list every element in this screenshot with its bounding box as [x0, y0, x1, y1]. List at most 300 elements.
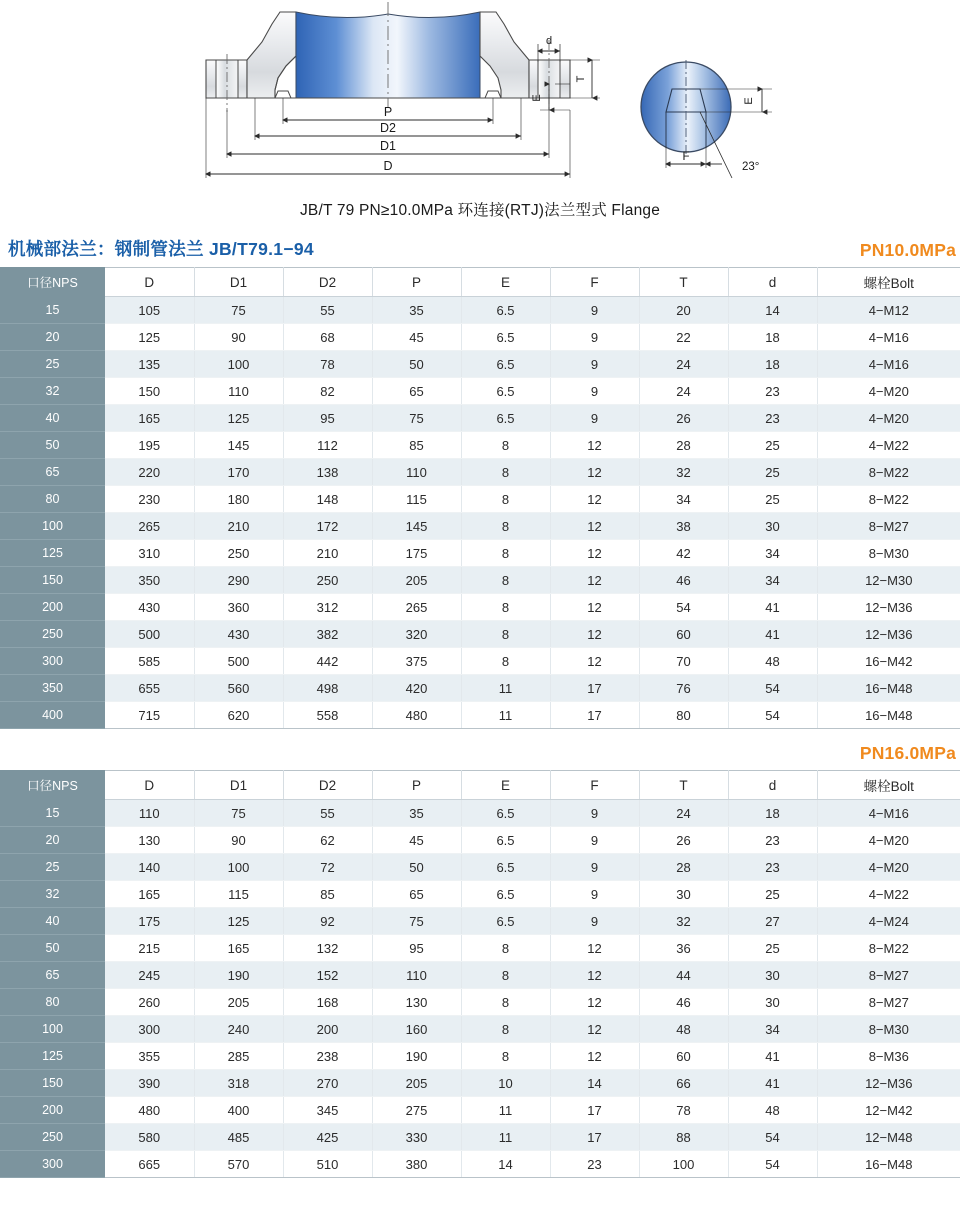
cell-D1: 100 [194, 351, 283, 378]
cell-T: 42 [639, 540, 728, 567]
cell-E: 6.5 [461, 881, 550, 908]
cell-P: 375 [372, 648, 461, 675]
svg-text:D1: D1 [380, 139, 396, 153]
cell-D2: 210 [283, 540, 372, 567]
cell-T: 66 [639, 1070, 728, 1097]
cell-d: 41 [728, 1070, 817, 1097]
cell-D2: 345 [283, 1097, 372, 1124]
cell-E: 8 [461, 459, 550, 486]
cell-E: 11 [461, 675, 550, 702]
cell-nps: 250 [0, 1124, 105, 1151]
cell-nps: 80 [0, 989, 105, 1016]
cell-D1: 125 [194, 908, 283, 935]
cell-T: 38 [639, 513, 728, 540]
cell-T: 32 [639, 459, 728, 486]
svg-text:D2: D2 [380, 121, 396, 135]
cell-T: 76 [639, 675, 728, 702]
cell-D1: 430 [194, 621, 283, 648]
cell-D1: 145 [194, 432, 283, 459]
table-row [0, 351, 960, 378]
cell-D: 480 [105, 1097, 194, 1124]
cell-D: 140 [105, 854, 194, 881]
cell-P: 320 [372, 621, 461, 648]
cell-D: 355 [105, 1043, 194, 1070]
cell-P: 130 [372, 989, 461, 1016]
cell-螺栓Bolt: 4−M20 [817, 405, 960, 432]
cell-P: 45 [372, 324, 461, 351]
cell-E: 6.5 [461, 351, 550, 378]
cell-D: 110 [105, 800, 194, 827]
cell-D1: 285 [194, 1043, 283, 1070]
col-header-d: D [105, 771, 194, 800]
cell-F: 17 [550, 702, 639, 729]
cell-D1: 90 [194, 827, 283, 854]
cell-螺栓Bolt: 8−M22 [817, 459, 960, 486]
cell-D2: 85 [283, 881, 372, 908]
cell-D2: 270 [283, 1070, 372, 1097]
cell-P: 110 [372, 962, 461, 989]
cell-F: 23 [550, 1151, 639, 1178]
table-row [0, 962, 960, 989]
cell-P: 480 [372, 702, 461, 729]
cell-d: 54 [728, 1124, 817, 1151]
cell-nps: 300 [0, 648, 105, 675]
cell-D: 260 [105, 989, 194, 1016]
cell-D: 580 [105, 1124, 194, 1151]
cell-螺栓Bolt: 8−M27 [817, 513, 960, 540]
cell-螺栓Bolt: 4−M20 [817, 854, 960, 881]
cell-D: 265 [105, 513, 194, 540]
drawing-caption: JB/T 79 PN≥10.0MPa 环连接(RTJ)法兰型式 Flange [299, 202, 661, 219]
cell-D: 655 [105, 675, 194, 702]
cell-D1: 75 [194, 800, 283, 827]
cell-nps: 125 [0, 540, 105, 567]
cell-螺栓Bolt: 4−M16 [817, 324, 960, 351]
cell-T: 30 [639, 881, 728, 908]
cell-F: 9 [550, 378, 639, 405]
cell-T: 34 [639, 486, 728, 513]
cell-nps: 350 [0, 675, 105, 702]
cell-nps: 125 [0, 1043, 105, 1070]
cell-nps: 250 [0, 621, 105, 648]
cell-F: 12 [550, 989, 639, 1016]
cell-nps: 80 [0, 486, 105, 513]
cell-D1: 170 [194, 459, 283, 486]
cell-d: 34 [728, 1016, 817, 1043]
cell-E: 11 [461, 1097, 550, 1124]
cell-D2: 95 [283, 405, 372, 432]
spec-table-pn10 [0, 267, 960, 729]
cell-E: 11 [461, 1124, 550, 1151]
cell-T: 26 [639, 827, 728, 854]
col-header-e: E [461, 268, 550, 297]
cell-nps: 40 [0, 908, 105, 935]
cell-D: 715 [105, 702, 194, 729]
cell-E: 8 [461, 567, 550, 594]
cell-T: 100 [639, 1151, 728, 1178]
cell-D2: 72 [283, 854, 372, 881]
cell-F: 17 [550, 1097, 639, 1124]
cell-F: 9 [550, 800, 639, 827]
cell-E: 8 [461, 1016, 550, 1043]
cell-D1: 620 [194, 702, 283, 729]
cell-螺栓Bolt: 12−M36 [817, 1070, 960, 1097]
cell-d: 25 [728, 935, 817, 962]
section-header [0, 220, 960, 267]
cell-P: 110 [372, 459, 461, 486]
cell-D2: 498 [283, 675, 372, 702]
cell-D: 500 [105, 621, 194, 648]
cell-P: 85 [372, 432, 461, 459]
cell-P: 75 [372, 405, 461, 432]
table-row [0, 854, 960, 881]
cell-D1: 485 [194, 1124, 283, 1151]
cell-F: 9 [550, 827, 639, 854]
cell-E: 6.5 [461, 800, 550, 827]
cell-F: 9 [550, 854, 639, 881]
cell-F: 17 [550, 1124, 639, 1151]
page-title: 机械部法兰：钢制管法兰 JB/T79.1−94 [8, 239, 314, 259]
cell-T: 24 [639, 351, 728, 378]
cell-D1: 90 [194, 324, 283, 351]
cell-E: 8 [461, 594, 550, 621]
table-row [0, 405, 960, 432]
cell-D1: 205 [194, 989, 283, 1016]
cell-螺栓Bolt: 16−M48 [817, 702, 960, 729]
cell-螺栓Bolt: 4−M24 [817, 908, 960, 935]
cell-P: 205 [372, 567, 461, 594]
table-row [0, 297, 960, 324]
table-body-pn16 [0, 800, 960, 1178]
cell-E: 6.5 [461, 378, 550, 405]
cell-nps: 32 [0, 378, 105, 405]
cell-E: 6.5 [461, 297, 550, 324]
table-row [0, 827, 960, 854]
cell-D1: 115 [194, 881, 283, 908]
cell-D2: 312 [283, 594, 372, 621]
cell-P: 160 [372, 1016, 461, 1043]
cell-F: 14 [550, 1070, 639, 1097]
svg-text:D: D [383, 159, 393, 173]
cell-nps: 32 [0, 881, 105, 908]
table-row [0, 513, 960, 540]
col-header-nps: 口径NPS [0, 268, 105, 297]
cell-D1: 75 [194, 297, 283, 324]
table-head-pn10 [0, 268, 960, 297]
cell-d: 18 [728, 324, 817, 351]
table-row [0, 1016, 960, 1043]
cell-nps: 20 [0, 324, 105, 351]
cell-nps: 25 [0, 854, 105, 881]
col-header-f: F [550, 771, 639, 800]
cell-nps: 200 [0, 1097, 105, 1124]
cell-D1: 125 [194, 405, 283, 432]
cell-F: 12 [550, 621, 639, 648]
cell-E: 8 [461, 935, 550, 962]
flange-drawing [0, 0, 960, 196]
cell-螺栓Bolt: 8−M30 [817, 540, 960, 567]
cell-D: 300 [105, 1016, 194, 1043]
cell-D2: 238 [283, 1043, 372, 1070]
cell-d: 48 [728, 1097, 817, 1124]
table-row [0, 459, 960, 486]
cell-nps: 25 [0, 351, 105, 378]
cell-D2: 138 [283, 459, 372, 486]
cell-d: 25 [728, 459, 817, 486]
cell-D: 665 [105, 1151, 194, 1178]
cell-T: 20 [639, 297, 728, 324]
cell-E: 8 [461, 1043, 550, 1070]
cell-D1: 290 [194, 567, 283, 594]
cell-d: 30 [728, 513, 817, 540]
header-row [0, 268, 960, 297]
cell-D: 130 [105, 827, 194, 854]
cell-D2: 148 [283, 486, 372, 513]
cell-D1: 180 [194, 486, 283, 513]
cell-T: 54 [639, 594, 728, 621]
cell-E: 8 [461, 989, 550, 1016]
cell-d: 41 [728, 621, 817, 648]
cell-D1: 570 [194, 1151, 283, 1178]
svg-text:E: E [743, 97, 755, 105]
dimension-T [570, 60, 600, 98]
cell-螺栓Bolt: 8−M27 [817, 989, 960, 1016]
cell-T: 28 [639, 854, 728, 881]
svg-text:F: F [682, 151, 690, 163]
cell-D: 350 [105, 567, 194, 594]
section-header-pn16 [0, 729, 960, 770]
col-header-p: P [372, 771, 461, 800]
cell-D1: 560 [194, 675, 283, 702]
cell-d: 18 [728, 800, 817, 827]
cell-D2: 558 [283, 702, 372, 729]
cell-T: 60 [639, 621, 728, 648]
cell-D: 125 [105, 324, 194, 351]
cell-T: 24 [639, 800, 728, 827]
cell-F: 9 [550, 881, 639, 908]
pressure-rating-pn10: PN10.0MPa [859, 240, 956, 260]
col-header-d2: D2 [283, 771, 372, 800]
cell-螺栓Bolt: 8−M22 [817, 486, 960, 513]
cell-d: 30 [728, 962, 817, 989]
cell-d: 25 [728, 486, 817, 513]
col-header-bolt: 螺栓Bolt [817, 268, 960, 297]
table-row [0, 881, 960, 908]
cell-P: 50 [372, 351, 461, 378]
cell-D: 390 [105, 1070, 194, 1097]
cell-d: 41 [728, 1043, 817, 1070]
cell-P: 205 [372, 1070, 461, 1097]
table-row [0, 1124, 960, 1151]
cell-D: 230 [105, 486, 194, 513]
col-header-t: T [639, 268, 728, 297]
cell-F: 12 [550, 962, 639, 989]
cell-P: 265 [372, 594, 461, 621]
cell-E: 8 [461, 540, 550, 567]
cell-T: 26 [639, 405, 728, 432]
cell-D1: 110 [194, 378, 283, 405]
cell-E: 6.5 [461, 827, 550, 854]
col-header-bolt: 螺栓Bolt [817, 771, 960, 800]
col-header-d2: D2 [283, 268, 372, 297]
col-header-small-d: d [728, 771, 817, 800]
cell-螺栓Bolt: 8−M27 [817, 962, 960, 989]
cell-F: 12 [550, 594, 639, 621]
cell-P: 420 [372, 675, 461, 702]
cell-T: 44 [639, 962, 728, 989]
cell-P: 275 [372, 1097, 461, 1124]
cell-E: 6.5 [461, 324, 550, 351]
cell-T: 22 [639, 324, 728, 351]
cell-d: 54 [728, 1151, 817, 1178]
table-row [0, 675, 960, 702]
cell-D2: 442 [283, 648, 372, 675]
cell-F: 12 [550, 1043, 639, 1070]
cell-螺栓Bolt: 12−M30 [817, 567, 960, 594]
cell-T: 36 [639, 935, 728, 962]
table-row [0, 540, 960, 567]
cell-D1: 318 [194, 1070, 283, 1097]
cell-T: 78 [639, 1097, 728, 1124]
cell-D2: 92 [283, 908, 372, 935]
table-row [0, 648, 960, 675]
cell-螺栓Bolt: 4−M22 [817, 432, 960, 459]
cell-D1: 400 [194, 1097, 283, 1124]
cell-螺栓Bolt: 8−M22 [817, 935, 960, 962]
cell-d: 23 [728, 405, 817, 432]
cell-E: 8 [461, 648, 550, 675]
svg-text:T: T [575, 75, 587, 83]
cell-D1: 100 [194, 854, 283, 881]
spec-table-pn16 [0, 770, 960, 1178]
cell-P: 65 [372, 881, 461, 908]
cell-d: 25 [728, 881, 817, 908]
cell-nps: 100 [0, 1016, 105, 1043]
cell-nps: 15 [0, 297, 105, 324]
cell-P: 45 [372, 827, 461, 854]
cell-D2: 78 [283, 351, 372, 378]
cell-螺栓Bolt: 12−M36 [817, 621, 960, 648]
cell-T: 48 [639, 1016, 728, 1043]
cell-F: 12 [550, 486, 639, 513]
cell-螺栓Bolt: 4−M22 [817, 881, 960, 908]
cell-D1: 250 [194, 540, 283, 567]
cell-F: 12 [550, 459, 639, 486]
cell-E: 10 [461, 1070, 550, 1097]
cell-D2: 510 [283, 1151, 372, 1178]
cell-d: 30 [728, 989, 817, 1016]
cell-D1: 190 [194, 962, 283, 989]
col-header-nps: 口径NPS [0, 771, 105, 800]
cell-nps: 300 [0, 1151, 105, 1178]
cell-F: 9 [550, 908, 639, 935]
cell-D: 165 [105, 881, 194, 908]
table-row [0, 621, 960, 648]
table-row [0, 1097, 960, 1124]
cell-螺栓Bolt: 12−M42 [817, 1097, 960, 1124]
table-row [0, 378, 960, 405]
cell-d: 34 [728, 540, 817, 567]
pressure-rating-pn16: PN16.0MPa [859, 743, 956, 763]
table-row [0, 702, 960, 729]
cell-d: 34 [728, 567, 817, 594]
cell-nps: 15 [0, 800, 105, 827]
cell-D: 175 [105, 908, 194, 935]
cell-螺栓Bolt: 12−M48 [817, 1124, 960, 1151]
cell-nps: 100 [0, 513, 105, 540]
cell-D2: 112 [283, 432, 372, 459]
col-header-p: P [372, 268, 461, 297]
cell-D1: 500 [194, 648, 283, 675]
cell-nps: 50 [0, 432, 105, 459]
cell-螺栓Bolt: 4−M20 [817, 378, 960, 405]
svg-text:d: d [545, 35, 553, 47]
flange-drawing-svg [0, 0, 960, 196]
cell-D2: 62 [283, 827, 372, 854]
cell-D2: 168 [283, 989, 372, 1016]
cell-T: 28 [639, 432, 728, 459]
cell-d: 23 [728, 827, 817, 854]
svg-text:E: E [531, 94, 543, 102]
table-body-pn10 [0, 297, 960, 729]
cell-E: 8 [461, 513, 550, 540]
cell-P: 330 [372, 1124, 461, 1151]
cell-螺栓Bolt: 16−M48 [817, 1151, 960, 1178]
cell-E: 8 [461, 486, 550, 513]
cell-F: 17 [550, 675, 639, 702]
cell-D2: 200 [283, 1016, 372, 1043]
svg-text:P: P [383, 105, 393, 119]
cell-D: 585 [105, 648, 194, 675]
cell-D: 165 [105, 405, 194, 432]
cell-D: 430 [105, 594, 194, 621]
cell-P: 190 [372, 1043, 461, 1070]
cell-d: 18 [728, 351, 817, 378]
cell-T: 88 [639, 1124, 728, 1151]
table-row [0, 908, 960, 935]
cell-d: 23 [728, 854, 817, 881]
cell-E: 14 [461, 1151, 550, 1178]
cell-nps: 65 [0, 962, 105, 989]
cell-F: 12 [550, 1016, 639, 1043]
cell-D1: 360 [194, 594, 283, 621]
cell-D: 310 [105, 540, 194, 567]
cell-螺栓Bolt: 8−M36 [817, 1043, 960, 1070]
cell-E: 8 [461, 432, 550, 459]
cell-T: 46 [639, 567, 728, 594]
cell-D: 135 [105, 351, 194, 378]
cell-d: 23 [728, 378, 817, 405]
table-row [0, 1043, 960, 1070]
cell-d: 25 [728, 432, 817, 459]
cell-d: 48 [728, 648, 817, 675]
col-header-small-d: d [728, 268, 817, 297]
table-row [0, 1070, 960, 1097]
cell-D: 245 [105, 962, 194, 989]
table-row [0, 432, 960, 459]
cell-nps: 50 [0, 935, 105, 962]
cell-D2: 55 [283, 800, 372, 827]
cell-F: 9 [550, 405, 639, 432]
flange-ring-detail [641, 60, 772, 178]
table-row [0, 324, 960, 351]
cell-d: 54 [728, 675, 817, 702]
cell-P: 145 [372, 513, 461, 540]
cell-nps: 40 [0, 405, 105, 432]
col-header-t: T [639, 771, 728, 800]
cell-F: 9 [550, 324, 639, 351]
cell-d: 54 [728, 702, 817, 729]
